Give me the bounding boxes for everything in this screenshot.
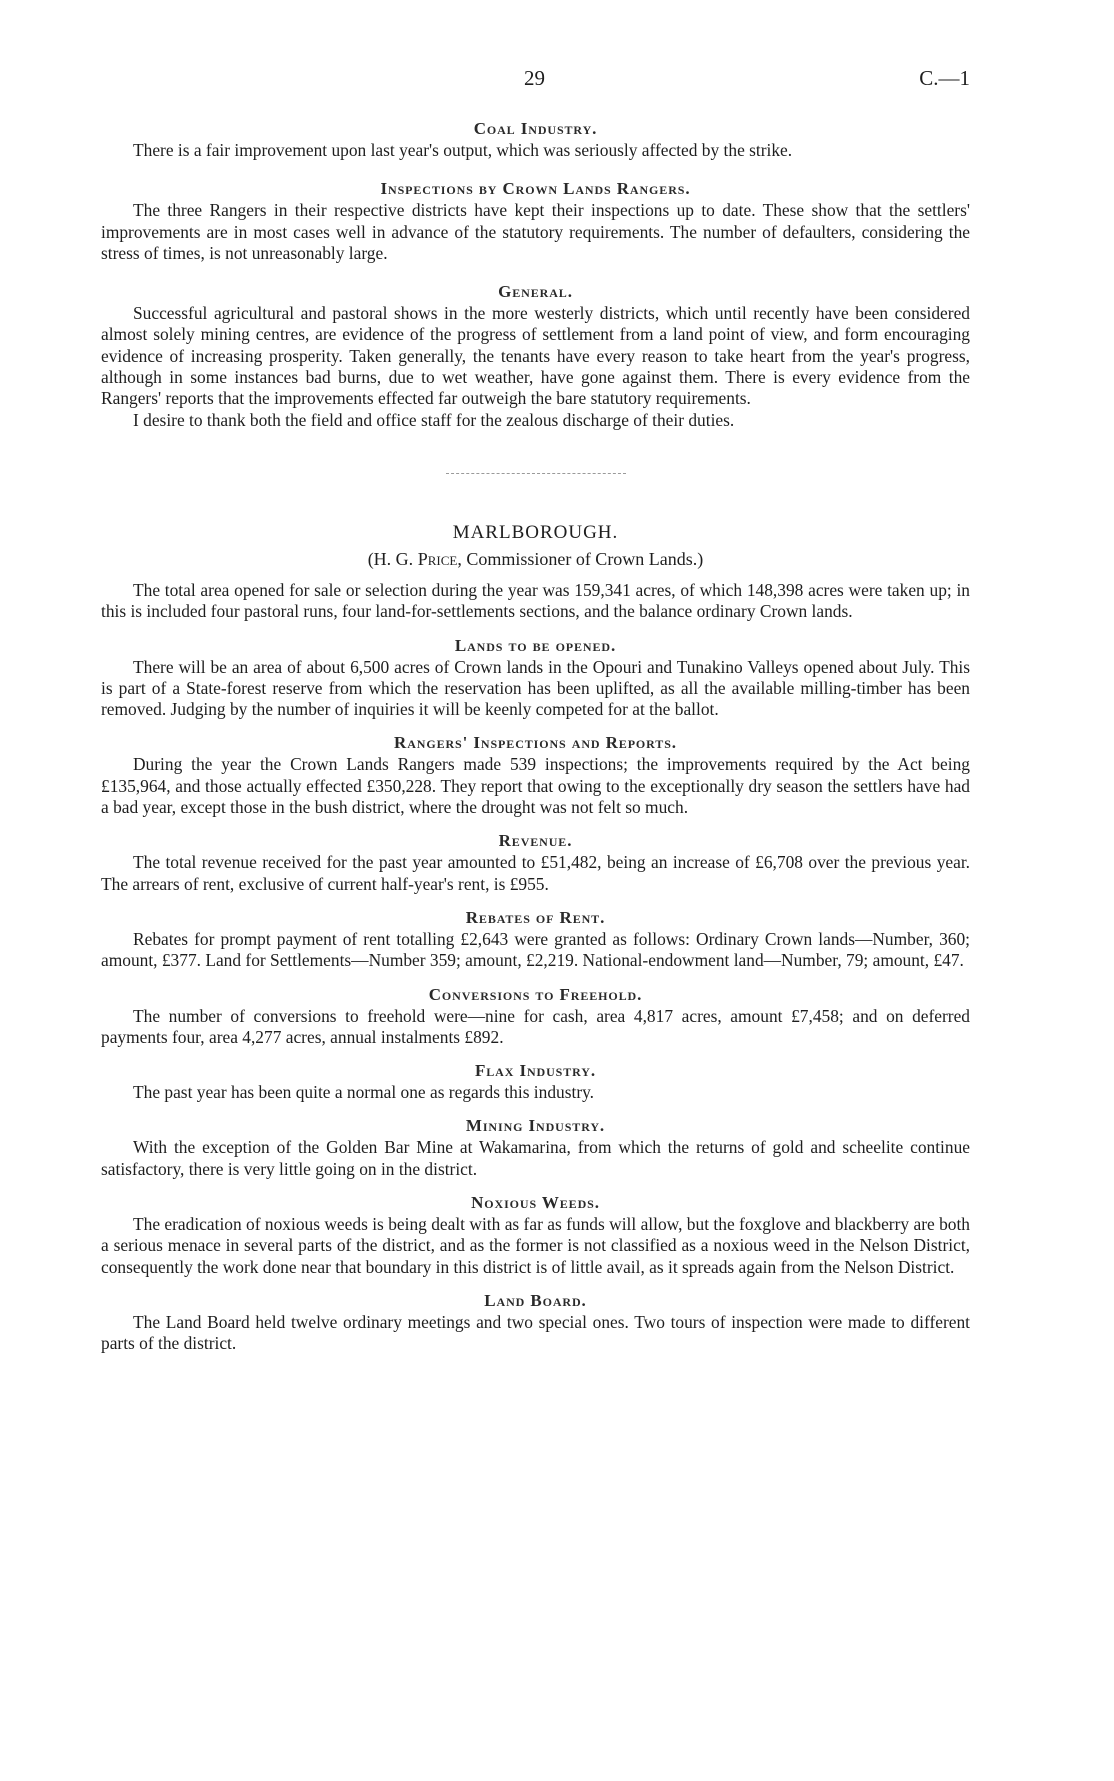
section-heading-flax: Flax Industry.: [474, 1061, 597, 1081]
document-reference: C.—1: [919, 66, 970, 90]
section-heading-noxious-weeds: Noxious Weeds.: [471, 1193, 600, 1213]
paragraph-land-board: The Land Board held twelve ordinary meetings and two special ones. Two tours of inspection were made to different parts of the district.: [101, 1311, 970, 1354]
section-heading-lands-opened: Lands to be opened.: [454, 635, 617, 655]
paragraph-rangers: During the year the Crown Lands Rangers made 539 inspections; the improvements required by the Act being £135,964, and those actually effected £350,228. They report that owing to the exceptionally dry season the settlers have had a bad year, except those in the bush district, where the drought was not felt so much.: [101, 754, 970, 818]
paragraph-inspections: The three Rangers in their respective districts have kept their inspections up to date. These show that the settlers' improvements are in most cases well in advance of the statutory requirements. The number of defaulters, considering the stress of times, is not unreasonably large.: [101, 200, 970, 263]
paragraph-coal-industry: There is a fair improvement upon last year's output, which was seriously affected by the strike.: [133, 140, 793, 160]
paragraph-marlborough-intro: The total area opened for sale or selection during the year was 159,341 acres, of which 148,398 acres were taken up; in this is included four pastoral runs, four land-for-settlements sections, and the balance ordinary Crown lands.: [101, 579, 970, 622]
paragraph-general-1: Successful agricultural and pastoral shows in the more westerly districts, which until recently have been considered almost solely mining centres, are evidence of the progress of settlement from a land point of view, and form encouraging evidence of increasing prosperity. Taken generally, the tenants have every reason to take heart from the year's progress, although in some instances bad burns, due to wet weather, have gone against them. There is every evidence from the Rangers' reports that the improvements effected far outweigh the bare statutory requirements.: [101, 303, 970, 409]
commissioner-line: [101, 546, 970, 572]
paragraph-noxious-weeds: The eradication of noxious weeds is being dealt with as far as funds will allow, but the foxglove and blackberry are both a serious menace in several parts of the district, and as the former is not classified as a noxious weed in the Nelson District, consequently the work done near that boundary in this district is of little avail, as it spreads again from the Nelson District.: [101, 1214, 970, 1277]
section-heading-conversions: Conversions to Freehold.: [428, 984, 643, 1004]
commissioner-suffix: , Commissioner of Crown Lands.): [457, 548, 704, 569]
section-heading-general: General.: [498, 282, 573, 302]
section-heading-inspections: Inspections by Crown Lands Rangers.: [380, 179, 691, 199]
paragraph-conversions: The number of conversions to freehold were—nine for cash, area 4,817 acres, amount £7,458; and on deferred payments four, area 4,277 acres, annual instalments £892.: [101, 1005, 970, 1047]
commissioner-name: Price: [417, 548, 458, 569]
commissioner-prefix: (H. G.: [367, 548, 418, 569]
page-number: 29: [524, 66, 545, 90]
paragraph-revenue: The total revenue received for the past year amounted to £51,482, being an increase of £6,708 over the previous year. The arrears of rent, exclusive of current half-year's rent, is £955.: [101, 852, 970, 894]
district-title: MARLBOROUGH.: [452, 521, 619, 543]
paragraph-general-2: I desire to thank both the field and office staff for the zealous discharge of their duties.: [133, 409, 735, 430]
section-heading-rangers: Rangers' Inspections and Reports.: [394, 733, 677, 753]
paragraph-flax: The past year has been quite a normal one as regards this industry.: [133, 1082, 595, 1103]
section-heading-mining: Mining Industry.: [465, 1116, 606, 1136]
paragraph-rebates: Rebates for prompt payment of rent totalling £2,643 were granted as follows: Ordinary Crown lands—Number, 360; amount, £377. Land for Settlements—Number 359; amount, £2,219. National-endowment land—Number, 79; amount, £47.: [101, 928, 970, 971]
page-body: [101, 118, 970, 1355]
paragraph-mining: With the exception of the Golden Bar Mine at Wakamarina, from which the returns of gold and scheelite continue satisfactory, there is very little going on in the district.: [101, 1137, 970, 1179]
section-divider: [446, 473, 626, 474]
page-header: [0, 66, 1114, 96]
section-heading-land-board: Land Board.: [484, 1290, 587, 1310]
section-heading-coal-industry: Coal Industry.: [473, 119, 598, 138]
paragraph-lands-opened: There will be an area of about 6,500 acres of Crown lands in the Opouri and Tunakino Valleys opened about July. This is part of a State-forest reserve from which the reservation has been uplifted, as all the available milling-timber has been removed. Judging by the number of inquiries it will be keenly competed for at the ballot.: [101, 656, 970, 720]
section-heading-revenue: Revenue.: [498, 831, 573, 851]
section-heading-rebates: Rebates of Rent.: [465, 907, 606, 927]
